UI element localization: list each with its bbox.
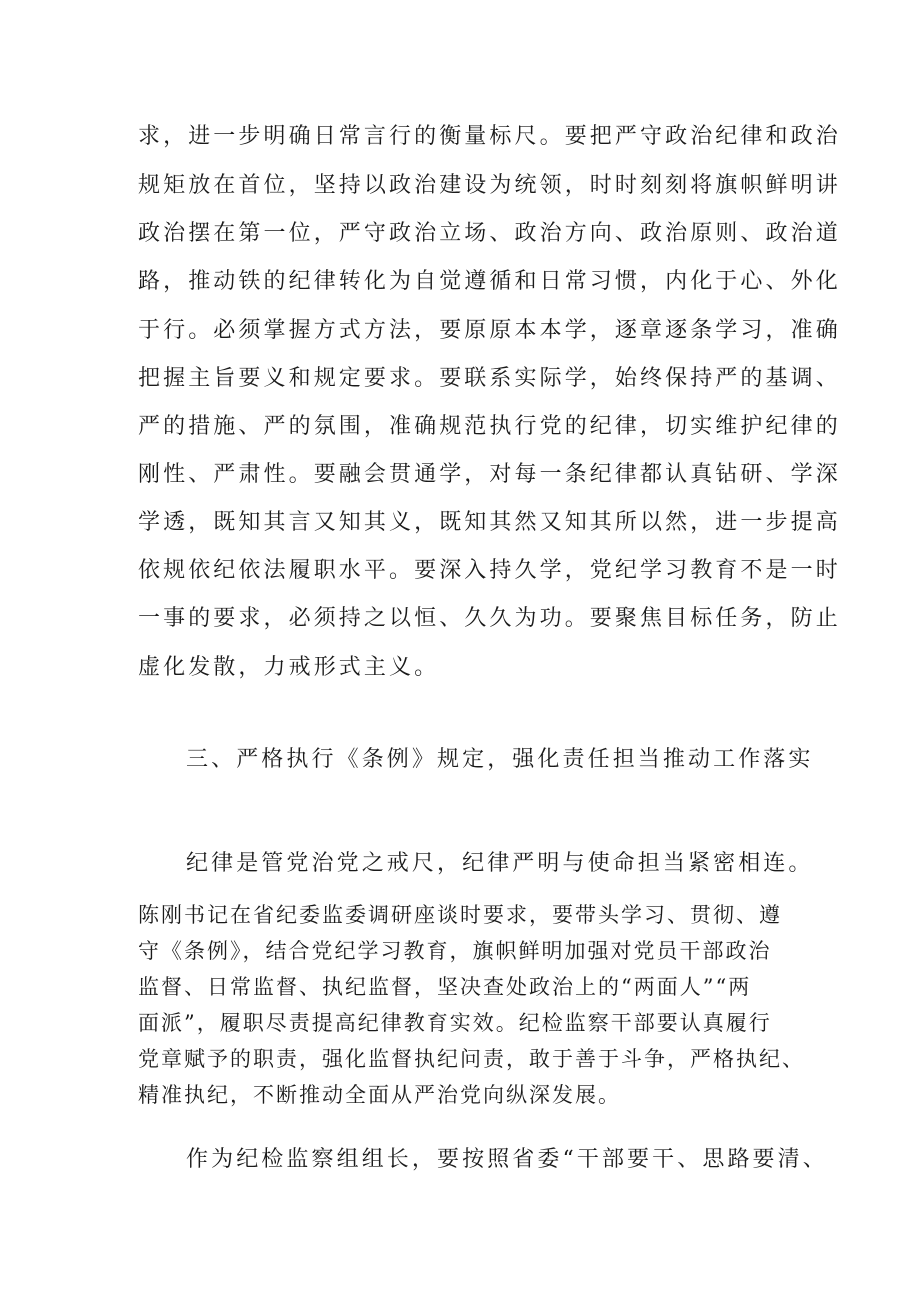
text-line: 求，进一步明确日常言行的衡量标尺。要把严守政治纪律和政治 — [138, 124, 841, 149]
text-line: 虚化发散，力戒形式主义。 — [138, 655, 440, 680]
text-line: 依规依纪依法履职水平。要深入持久学，党纪学习教育不是一时 — [138, 558, 841, 583]
text-line: 一事的要求，必须持之以恒、久久为功。要聚焦目标任务，防止 — [138, 606, 841, 631]
text-line: 陈刚书记在省纪委监委调研座谈时要求，要带头学习、贯彻、遵 — [138, 903, 782, 927]
text-line: 把握主旨要义和规定要求。要联系实际学，始终保持严的基调、 — [138, 366, 841, 391]
text-line: 学透，既知其言又知其义，既知其然又知其所以然，进一步提高 — [138, 510, 841, 535]
text-line: 刚性、严肃性。要融会贯通学，对每一条纪律都认真钻研、学深 — [138, 462, 841, 487]
text-line: 严的措施、严的氛围，准确规范执行党的纪律，切实维护纪律的 — [138, 414, 841, 439]
text-line: 监督、日常监督、执纪监督，坚决查处政治上的“两面人”“两 — [138, 975, 752, 999]
text-line: 面派”，履职尽责提高纪律教育实效。纪检监察干部要认真履行 — [138, 1011, 772, 1035]
text-line: 于行。必须掌握方式方法，要原原本本学，逐章逐条学习，准确 — [138, 318, 841, 343]
text-line: 政治摆在第一位，严守政治立场、政治方向、政治原则、政治道 — [138, 221, 841, 246]
text-line-indented: 作为纪检监察组组长，要按照省委“干部要干、思路要清、 — [186, 1147, 828, 1172]
text-line: 守《条例》，结合党纪学习教育，旗帜鲜明加强对党员干部政治 — [138, 939, 772, 963]
text-line: 规矩放在首位，坚持以政治建设为统领，时时刻刻将旗帜鲜明讲 — [138, 173, 841, 198]
text-line: 党章赋予的职责，强化监督执纪问责，敢于善于斗争，严格执纪、 — [138, 1047, 805, 1071]
text-line: 精准执纪，不断推动全面从严治党向纵深发展。 — [138, 1083, 621, 1107]
section-heading: 三、严格执行《条例》规定，强化责任担当推动工作落实 — [186, 747, 814, 772]
text-line: 路，推动铁的纪律转化为自觉遵循和日常习惯，内化于心、外化 — [138, 269, 841, 294]
text-line-indented: 纪律是管党治党之戒尺，纪律严明与使命担当紧密相连。 — [186, 851, 814, 876]
